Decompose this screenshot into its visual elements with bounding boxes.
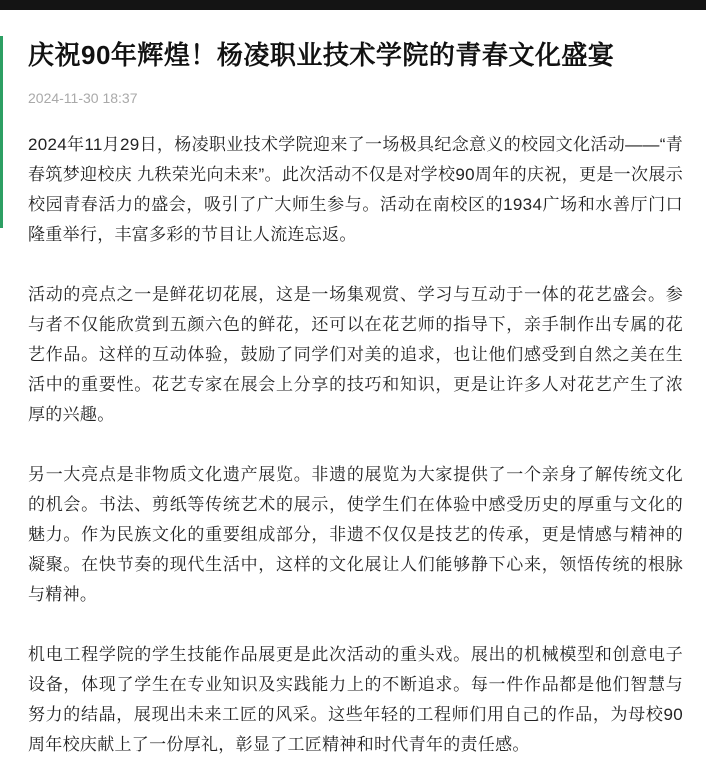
publish-date: 2024-11-30 18:37 xyxy=(28,90,138,106)
article-paragraph-2: 活动的亮点之一是鲜花切花展，这是一场集观赏、学习与互动于一体的花艺盛会。参与者不仅能欣赏到五颜六色的鲜花，还可以在花艺师的指导下，亲手制作出专属的花艺作品。这样的互动体验，鼓励了同学们对美的追求，也让他们感受到自然之美在生活中的重要性。花艺专家在展会上分享的技巧和知识，更是让许多人对花艺产生了浓厚的兴趣。 xyxy=(28,285,683,424)
article-paragraph-3: 另一大亮点是非物质文化遗产展览。非遗的展览为大家提供了一个亲身了解传统文化的机会。书法、剪纸等传统艺术的展示，使学生们在体验中感受历史的厚重与文化的魅力。作为民族文化的重要组成部分，非遗不仅仅是技艺的传承，更是情感与精神的凝聚。在快节奏的现代生活中，这样的文化展让人们能够静下心来，领悟传统的根脉与精神。 xyxy=(28,465,683,604)
article-title: 庆祝90年辉煌！杨凌职业技术学院的青春文化盛宴 xyxy=(28,40,615,70)
article-paragraph-4: 机电工程学院的学生技能作品展更是此次活动的重头戏。展出的机械模型和创意电子设备，体现了学生在专业知识及实践能力上的不断追求。每一件作品都是他们智慧与努力的结晶，展现出未来工匠的风采。这些年轻的工程师们用自己的作品，为母校90周年校庆献上了一份厚礼，彰显了工匠精神和时代青年的责任感。 xyxy=(28,645,683,754)
article-content xyxy=(0,38,706,760)
top-bar xyxy=(0,0,706,10)
article xyxy=(0,10,706,760)
article-paragraph-1: 2024年11月29日，杨凌职业技术学院迎来了一场极具纪念意义的校园文化活动——“青春筑梦迎校庆 九秩荣光向未来”。此次活动不仅是对学校90周年的庆祝，更是一次展示校园青春活力的盛会，吸引了广大师生参与。活动在南校区的1934广场和水善厅门口隆重举行，丰富多彩的节目让人流连忘返。 xyxy=(28,135,683,244)
